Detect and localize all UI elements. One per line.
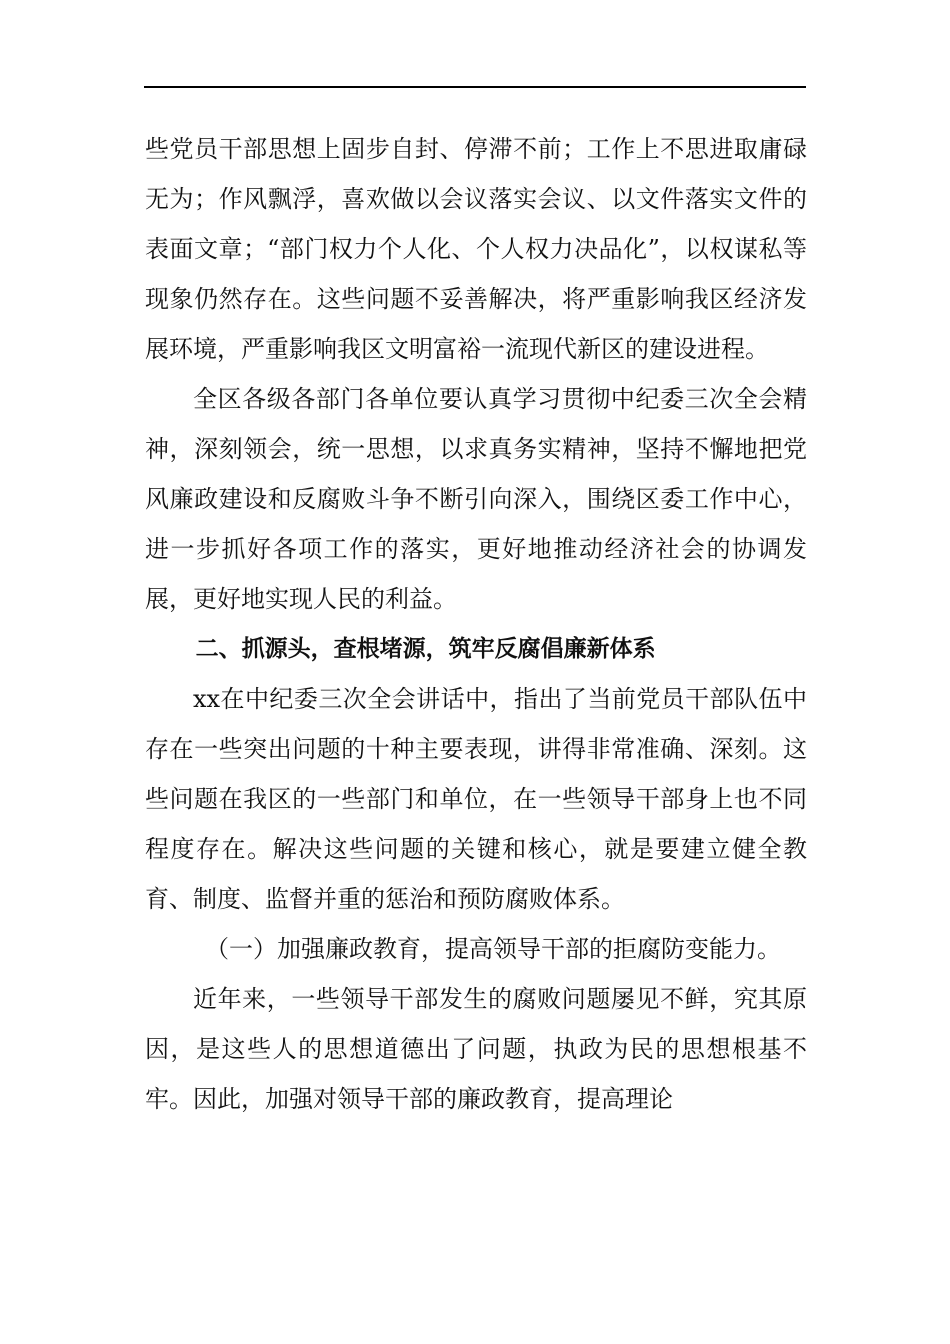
paragraph: xx在中纪委三次全会讲话中，指出了当前党员干部队伍中存在一些突出问题的十种主要表现，讲得非常准确、深刻。这些问题在我区的一些部门和单位，在一些领导干部身上也不同程度存在。解决这些问题的关键和核心，就是要建立健全教育、制度、监督并重的惩治和预防腐败体系。 <box>145 685 807 913</box>
paragraph: 全区各级各部门各单位要认真学习贯彻中纪委三次全会精神，深刻领会，统一思想，以求真务实精神，坚持不懈地把党风廉政建设和反腐败斗争不断引向深入，围绕区委工作中心，进一步抓好各项工作的落实，更好地推动经济社会的协调发展，更好地实现人民的利益。 <box>145 385 807 613</box>
sub-heading: （一）加强廉政教育，提高领导干部的拒腐防变能力。 <box>205 935 781 963</box>
section-heading: 二、抓源头，查根堵源，筑牢反腐倡廉新体系 <box>195 636 656 662</box>
paragraph-continuation: 些党员干部思想上固步自封、停滞不前；工作上不思进取庸碌无为；作风飘浮，喜欢做以会议落实会议、以文件落实文件的表面文章；“部门权力个人化、个人权力决品化”，以权谋私等现象仍然存在。这些问题不妥善解决，将严重影响我区经济发展环境，严重影响我区文明富裕一流现代新区的建设进程。 <box>145 135 807 363</box>
header-rule <box>144 86 806 88</box>
paragraph: 近年来，一些领导干部发生的腐败问题屡见不鲜，究其原因，是这些人的思想道德出了问题，执政为民的思想根基不牢。因此，加强对领导干部的廉政教育，提高理论 <box>145 985 807 1113</box>
document-body <box>145 124 807 1124</box>
